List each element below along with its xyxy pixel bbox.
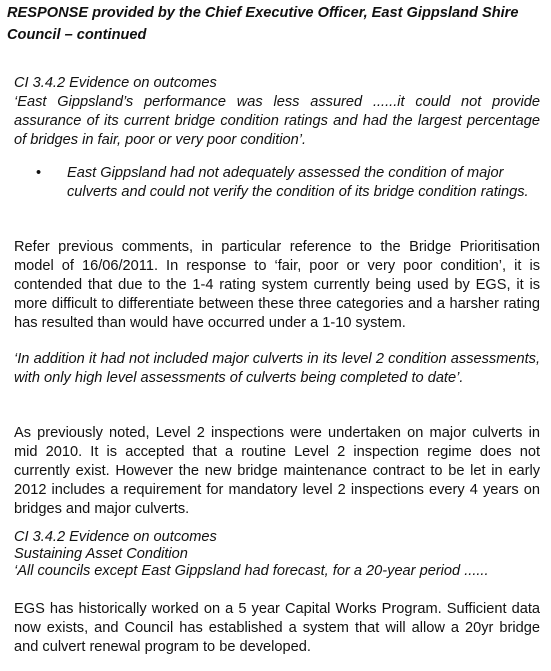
- paragraph-capital-works: EGS has historically worked on a 5 year Capital Works Program. Sufficient data now exists, and Council has established a system that will allow a 20yr bridge and culvert renewal program to be developed.: [14, 601, 540, 655]
- paragraph-level-2-inspections: As previously noted, Level 2 inspections were undertaken on major culverts in mid 2010. It is accepted that a routine Level 2 inspection regime does not currently exist. However the new bridge maintenance contract to be let in early 2012 includes a requirement for mandatory level 2 inspections every 4 years on bridges and major culverts.: [14, 425, 540, 517]
- section-1-quote: ‘East Gippsland’s performance was less assured ......it could not provide assurance of its current bridge condition ratings and had the largest percentage of bridges in fair, poor or very poor condition’.: [14, 94, 540, 148]
- paragraph-bridge-prioritisation: Refer previous comments, in particular reference to the Bridge Prioritisation model of 16/06/2011. In response to ‘fair, poor or very poor condition’, it is contended that due to the 1-4 rating system currently being used by EGS, it is more difficult to differentiate between these three categories and a harsher rating has resulted than would have occurred under a 1-10 system.: [14, 239, 540, 331]
- quote-culverts: ‘In addition it had not included major culverts in its level 2 condition assessments, with only high level assessments of culverts being completed to date’.: [14, 351, 540, 386]
- section-2-quote: ‘All councils except East Gippsland had forecast, for a 20-year period ......: [14, 563, 489, 579]
- section-1-reference: CI 3.4.2 Evidence on outcomes: [14, 75, 217, 91]
- header-line-2: Council – continued: [7, 27, 147, 43]
- section-2-reference: CI 3.4.2 Evidence on outcomes: [14, 529, 217, 545]
- bullet-icon: •: [36, 165, 42, 181]
- section-2-subtitle: Sustaining Asset Condition: [14, 546, 188, 562]
- header-line-1: RESPONSE provided by the Chief Executive Officer, East Gippsland Shire: [7, 5, 519, 21]
- page-header: [7, 2, 537, 46]
- bullet-text: East Gippsland had not adequately assessed the condition of major culverts and could not verify the condition of its bridge condition ratings.: [67, 165, 529, 200]
